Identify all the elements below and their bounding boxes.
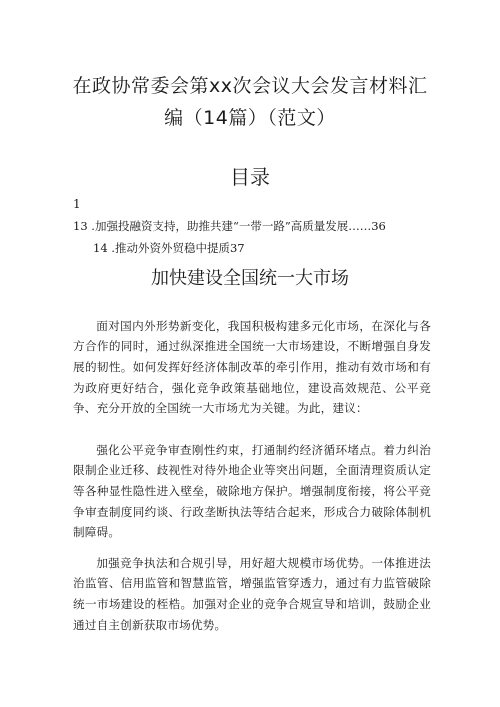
document-title-line-1: 在政协常委会第xx次会议大会发言材料汇 <box>72 75 428 97</box>
toc-entry-14: 14 .推动外资外贸稳中提质37 <box>93 241 245 255</box>
document-title-line-2: 编（14篇）（范文） <box>164 107 336 129</box>
body-paragraph-3: 加强竞争执法和合规引导，用好超大规模市场优势。一体推进法治监管、信用监管和智慧监管，增强监管穿透力，通过有力监管破除统一市场建设的桎梏。加强对企业的竞争合规宣导和培训，鼓励企业通过自主创新获取市场优势。 <box>73 555 431 632</box>
body-paragraph-2: 强化公平竞争审查刚性约束，打通制约经济循环堵点。着力纠治限制企业迁移、歧视性对待外地企业等突出问题，全面清理资质认定等各种显性隐性进入壁垒，破除地方保护。增强制度衔接，将公平竞争审查制度同约谈、行政垄断执法等结合起来，形成合力破除体制机制障碍。 <box>73 442 431 540</box>
toc-entry-1: 1 <box>73 197 81 211</box>
toc-entry-13: 13 .加强投融资支持，助推共建“一带一路”高质量发展……36 <box>73 219 386 233</box>
toc-heading: 目录 <box>230 165 270 189</box>
body-paragraph-1: 面对国内外形势新变化，我国积极构建多元化市场，在深化与各方合作的同时，通过纵深推进全国统一大市场建设，不断增强自身发展的韧性。如何发挥好经济体制改革的牵引作用，推动有效市场和有为政府更好结合，强化竞争政策基础地位，建设高效规范、公平竞争、充分开放的全国统一大市场尤为关键。为此，建议： <box>73 318 431 416</box>
section-title: 加快建设全国统一大市场 <box>151 268 349 289</box>
